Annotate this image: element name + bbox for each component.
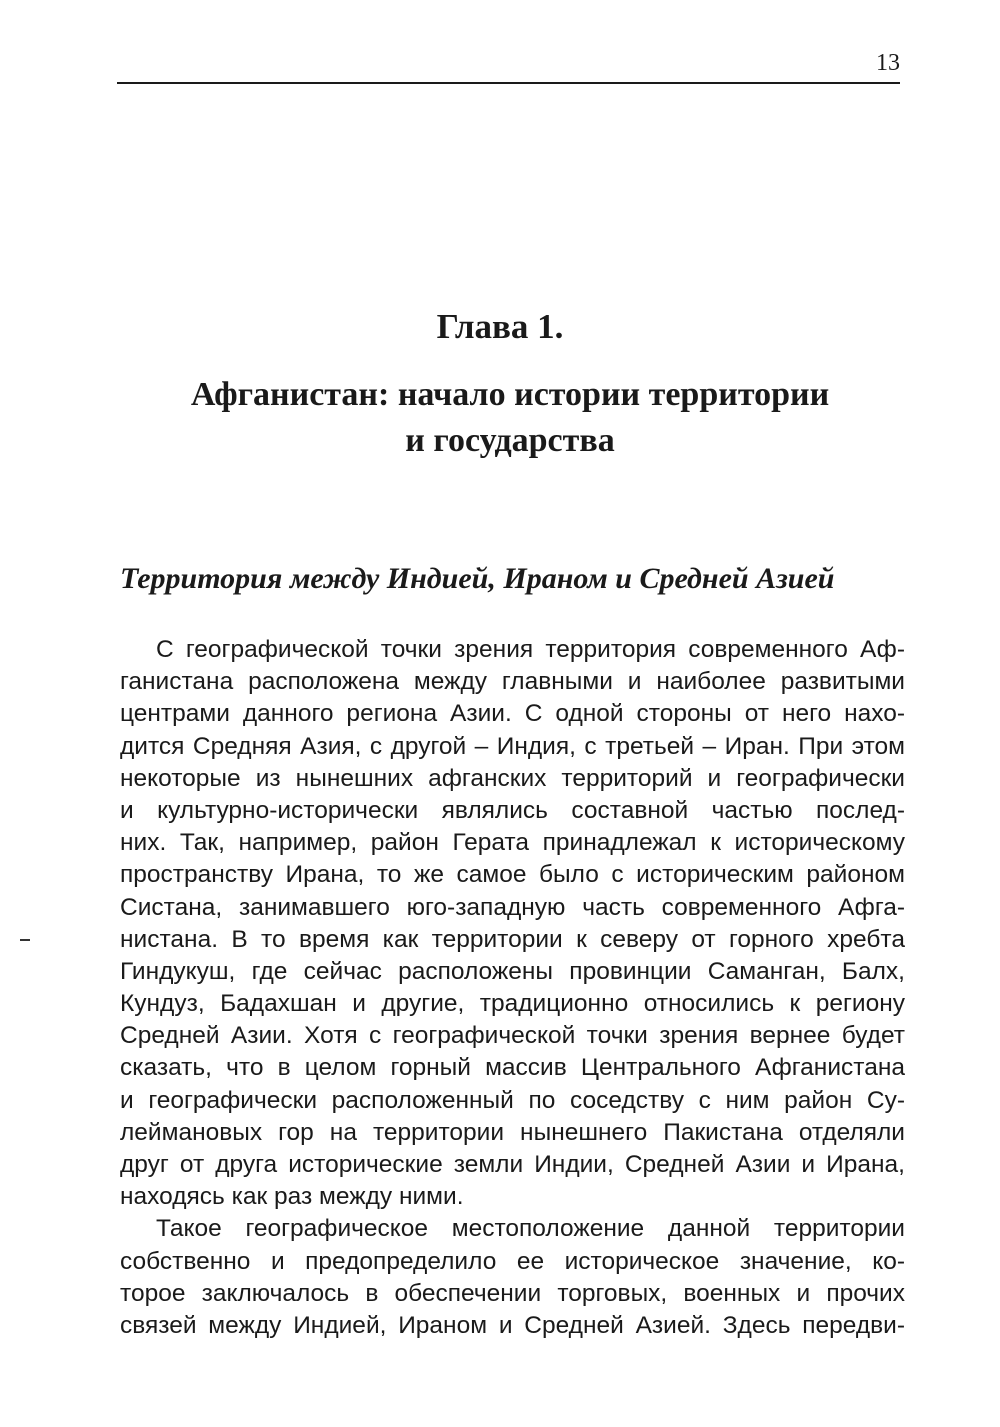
text-line: и географически расположенный по соседству с ним район Су-: [120, 1086, 905, 1114]
text-line: ганистана расположена между главными и наиболее развитыми: [120, 668, 905, 696]
chapter-title-line: и государства: [405, 422, 615, 459]
text-line: некоторые из нынешних афганских территорий и географически: [120, 764, 905, 792]
text-line: Такое географическое местоположение данной территории: [156, 1215, 905, 1243]
text-line: нистана. В то время как территории к северу от горного хребта: [120, 925, 905, 953]
chapter-title: [100, 372, 920, 464]
text-line: Гиндукуш, где сейчас расположены провинции Саманган, Балх,: [120, 957, 905, 985]
paragraph: [120, 1213, 905, 1342]
text-line: дится Средняя Азия, с другой – Индия, с третьей – Иран. При этом: [120, 732, 905, 760]
chapter-label: Глава 1.: [436, 307, 564, 346]
text-line: и культурно-исторически являлись составной частью послед-: [120, 796, 905, 824]
text-line: Систана, занимавшего юго-западную часть современного Афга-: [120, 893, 905, 921]
text-line: сказать, что в целом горный массив Центрального Афганистана: [120, 1054, 905, 1082]
text-line: Средней Азии. Хотя с географической точки зрения вернее будет: [120, 1022, 905, 1050]
text-line: друг от друга исторические земли Индии, Средней Азии и Ирана,: [120, 1151, 905, 1178]
section-heading: Территория между Индией, Ираном и Средней Азией: [120, 562, 835, 595]
page-number: 13: [876, 50, 900, 76]
text-line: пространству Ирана, то же самое было с историческим районом: [120, 861, 905, 889]
text-line: леймановых гор на территории нынешнего Пакистана отделяли: [120, 1118, 905, 1146]
text-line: С географической точки зрения территория современного Аф-: [156, 636, 905, 663]
text-line: собственно и предопределило ее историческое значение, ко-: [120, 1247, 905, 1275]
text-line: Кундуз, Бадахшан и другие, традиционно относились к региону: [120, 990, 905, 1018]
text-line: связей между Индией, Ираном и Средней Азией. Здесь передви-: [120, 1311, 905, 1339]
text-line: торое заключалось в обеспечении торговых, военных и прочих: [120, 1279, 905, 1307]
margin-mark: [20, 939, 30, 941]
paragraph: [120, 634, 905, 1213]
text-line: них. Так, например, район Герата принадлежал к историческому: [120, 829, 905, 857]
chapter-title-line: Афганистан: начало истории территории: [190, 376, 830, 413]
text-line: находясь как раз между ними.: [120, 1183, 464, 1211]
header-rule: [117, 82, 900, 84]
text-line: центрами данного региона Азии. С одной стороны от него нахо-: [120, 700, 905, 728]
body-text: [120, 634, 905, 1342]
